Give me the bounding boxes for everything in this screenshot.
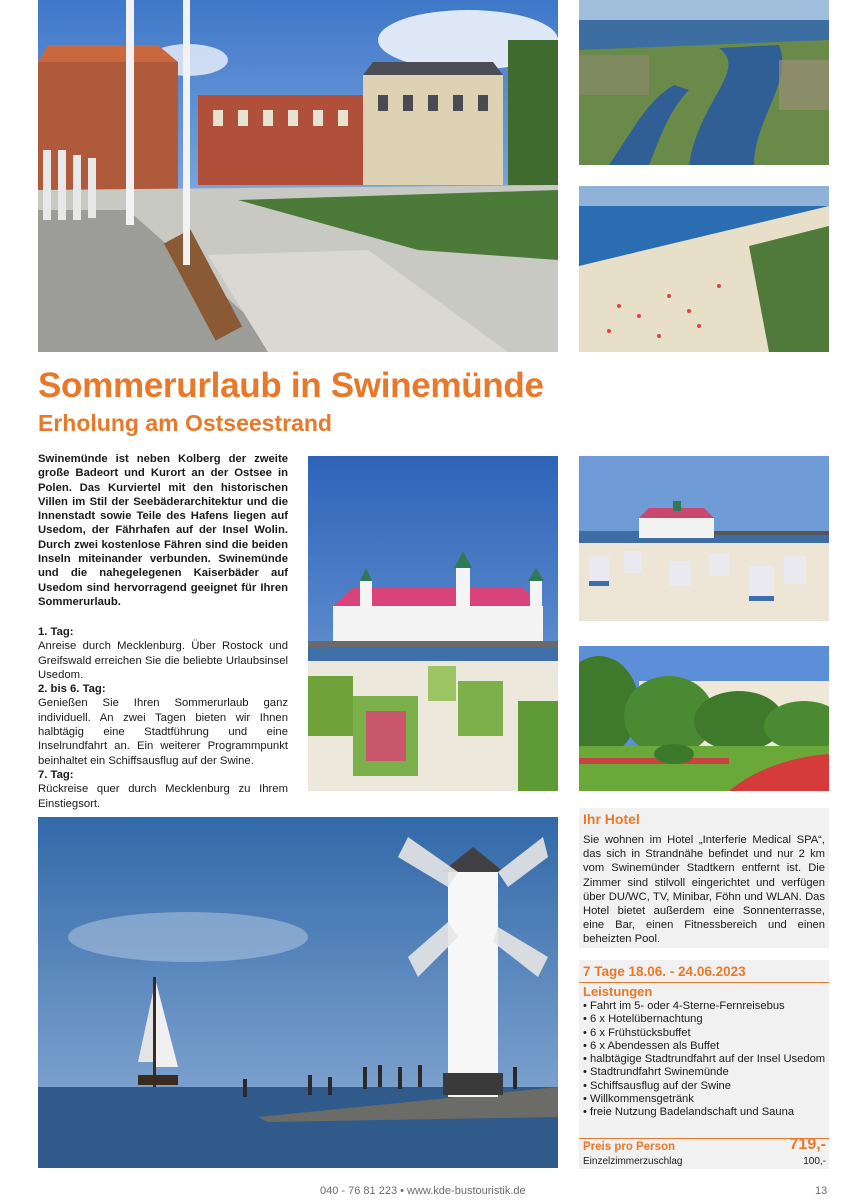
itinerary-day	[38, 682, 288, 768]
list-item: • halbtägige Stadtrundfahrt auf der Insel Usedom	[583, 1053, 827, 1066]
day-title: 2. bis 6. Tag:	[38, 683, 106, 696]
services-list	[583, 1000, 827, 1120]
price-value: 719,-	[789, 1136, 826, 1153]
day-text: Rückreise quer durch Mecklenburg zu Ihrem Einstiegsort.	[38, 783, 288, 810]
photo-spa-promenade	[579, 646, 829, 791]
list-item: • Schiffsausflug auf der Swine	[583, 1080, 827, 1093]
footer-contact: 040 - 76 81 223 • www.kde-bustouristik.de	[320, 1185, 526, 1197]
list-item: • Willkommensgetränk	[583, 1093, 827, 1106]
photo-ahlbeck-pier	[579, 456, 829, 621]
hotel-title: Ihr Hotel	[583, 811, 640, 827]
photo-windmill-beacon	[38, 817, 558, 1168]
photo-aerial-beach	[579, 186, 829, 352]
page-title: Sommerurlaub in Swinemünde	[38, 366, 544, 405]
day-title: 7. Tag:	[38, 768, 74, 781]
itinerary-day	[38, 768, 288, 811]
list-item: • 6 x Frühstücksbuffet	[583, 1027, 827, 1040]
day-title: 1. Tag:	[38, 626, 74, 638]
supplement-value: 100,-	[803, 1156, 826, 1167]
offer-box	[579, 960, 829, 1169]
page-number: 13	[815, 1185, 828, 1197]
list-item: • Stadtrundfahrt Swinemünde	[583, 1066, 827, 1079]
price-label: Preis pro Person	[583, 1141, 676, 1153]
list-item: • 6 x Hotelübernachtung	[583, 1013, 827, 1026]
supplement-label: Einzelzimmerzuschlag	[583, 1156, 683, 1167]
list-item: • Fahrt im 5- oder 4-Sterne-Fernreisebus	[583, 1000, 827, 1013]
photo-town-square	[38, 0, 558, 352]
photo-aerial-river	[579, 0, 829, 165]
intro-paragraph: Swinemünde ist neben Kolberg der zweite große Badeort und Kurort an der Ostsee in Polen. Das Kurviertel mit den historischen Villen im Stil der Seebäderarchitektur und die Innenstadt sowie Teile des Hafens liegen auf Usedom, der Fährhafen auf der Insel Wolin. Durch zwei kostenlose Fähren sind die beiden Inseln miteinander verbunden. Swinemünde und die nahegelegenen Kaiserbäder auf Usedom sind hervorragend geeignet für Ihren Sommerurlaub.	[38, 453, 288, 608]
itinerary	[38, 625, 288, 811]
day-text: Genießen Sie Ihren Sommerurlaub ganz individuell. An zwei Tagen bieten wir Ihnen halbtägig eine Stadtführung und eine Inselrundfahrt an. Ein weiterer Programmpunkt beinhaltet ein Schiffsausflug auf der Swine.	[38, 697, 288, 767]
services-title: Leistungen	[583, 984, 653, 999]
list-item: • freie Nutzung Badelandschaft und Sauna	[583, 1106, 827, 1119]
travel-dates: 7 Tage 18.06. - 24.06.2023	[583, 964, 746, 979]
divider	[579, 982, 829, 983]
list-item: • 6 x Abendessen als Buffet	[583, 1040, 827, 1053]
hotel-info-box	[579, 808, 829, 948]
hotel-description: Sie wohnen im Hotel „Interferie Medical SPA“, das sich in Strandnähe befindet und nur 2 km vom Swinemünder Stadtkern entfernt ist. Die Zimmer sind stilvoll eingerichtet und verfügen über DU/WC, TV, Minibar, Föhn und WLAN. Das Hotel bietet außerdem eine Sonnenterrasse, eine Bar, einen Fitnessbereich und einen beheizten Pool.	[583, 834, 825, 946]
photo-pier-beach	[308, 456, 558, 791]
page-subtitle: Erholung am Ostseestrand	[38, 410, 332, 436]
itinerary-day	[38, 625, 288, 682]
day-text: Anreise durch Mecklenburg. Über Rostock und Greifswald erreichen Sie die beliebte Urlaubsinsel Usedom.	[38, 640, 288, 681]
